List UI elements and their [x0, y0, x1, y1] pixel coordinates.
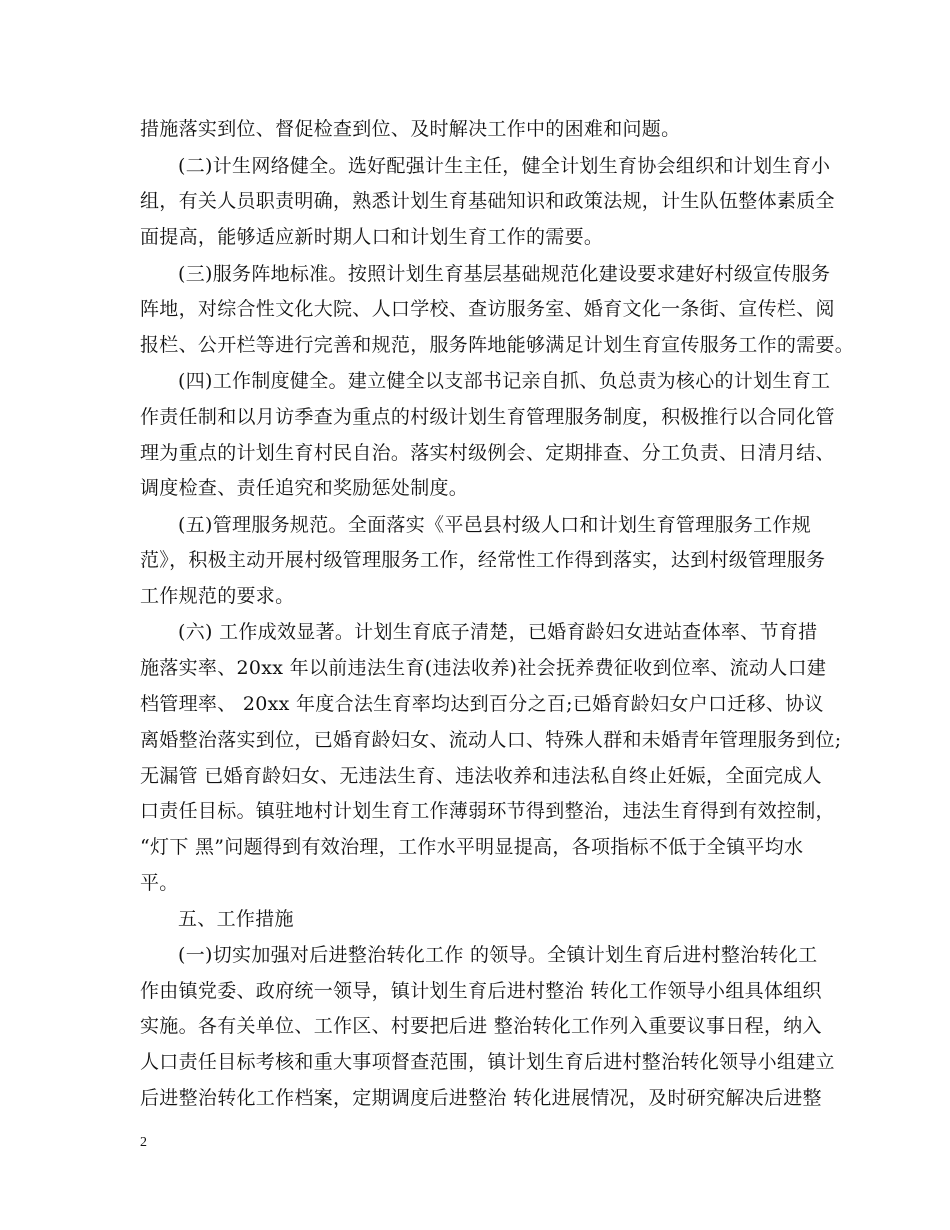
text-line: “灯下 黑”问题得到有效治理，工作水平明显提高，各项指标不低于全镇平均水 [140, 836, 804, 858]
text-line: 阵地，对综合性文化大院、人口学校、查访服务室、婚育文化一条街、宣传栏、阅 [140, 298, 835, 320]
text-line: 报栏、公开栏等进行完善和规范，服务阵地能够满足计划生育宣传服务工作的需要。 [140, 334, 855, 356]
text-line: 面提高，能够适应新时期人口和计划生育工作的需要。 [140, 226, 604, 248]
text-line: 作责任制和以月访季查为重点的村级计划生育管理服务制度，积极推行以合同化管 [140, 406, 835, 428]
text-line: 范》，积极主动开展村级管理服务工作，经常性工作得到落实，达到村级管理服务 [140, 549, 826, 571]
text-line: (五)管理服务规范。全面落实《平邑县村级人口和计划生育管理服务工作规 [178, 514, 812, 536]
text-line: 平。 [140, 872, 179, 894]
text-line: (四)工作制度健全。建立健全以支部书记亲自抓、负总责为核心的计划生育工 [178, 370, 831, 392]
page-number: 2 [140, 1135, 147, 1150]
text-line: 人口责任目标考核和重大事项督查范围，镇计划生育后进村整治转化领导小组建立 [140, 1051, 835, 1073]
text-line: 理为重点的计划生育村民自治。落实村级例会、定期排查、分工负责、日清月结、 [140, 442, 835, 464]
text-line: 调度检查、责任追究和奖励惩处制度。 [140, 477, 469, 499]
text-line: 施落实率、20xx 年以前违法生育(违法收养)社会抚养费征收到位率、流动人口建 [140, 657, 827, 679]
text-line: 离婚整治落实到位，已婚育龄妇女、流动人口、特殊人群和未婚青年管理服务到位; [140, 729, 842, 751]
text-line: (三)服务阵地标准。按照计划生育基层基础规范化建设要求建好村级宣传服务 [178, 263, 831, 285]
text-line: 作由镇党委、政府统一领导，镇计划生育后进村整治 转化工作领导小组具体组织 [140, 980, 822, 1002]
text-line: 实施。各有关单位、工作区、村要把后进 整治转化工作列入重要议事日程，纳入 [140, 1015, 822, 1037]
text-line: 后进整治转化工作档案，定期调度后进整治 转化进展情况，及时研究解决后进整 [140, 1087, 822, 1109]
text-line: 口责任目标。镇驻地村计划生育工作薄弱环节得到整治，违法生育得到有效控制， [140, 800, 835, 822]
text-line: (一)切实加强对后进整治转化工作 的领导。全镇计划生育后进村整治转化工 [178, 944, 818, 966]
text-line: (二)计生网络健全。选好配强计生主任，健全计划生育协会组织和计划生育小 [178, 155, 831, 177]
text-line: 无漏管 已婚育龄妇女、无违法生育、违法收养和违法私自终止妊娠，全面完成人 [140, 765, 822, 787]
text-line: 组，有关人员职责明确，熟悉计划生育基础知识和政策法规，计生队伍整体素质全 [140, 190, 835, 212]
text-line: 档管理率、 20xx 年度合法生育率均达到百分之百;已婚育龄妇女户口迁移、协议 [140, 693, 824, 715]
section-heading: 五、工作措施 [178, 908, 294, 930]
text-line: (六) 工作成效显著。计划生育底子清楚，已婚育龄妇女进站查体率、节育措 [178, 621, 818, 643]
text-line: 措施落实到位、督促检查到位、及时解决工作中的困难和问题。 [140, 118, 681, 140]
text-line: 工作规范的要求。 [140, 585, 295, 607]
